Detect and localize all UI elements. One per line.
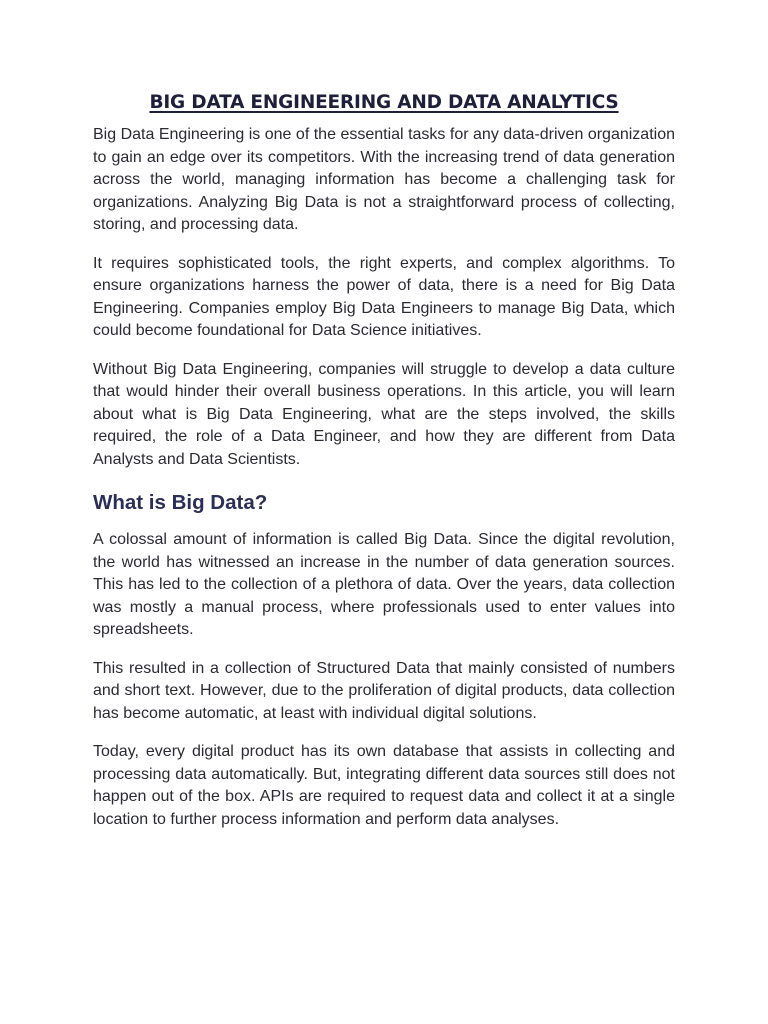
section-paragraph-1: A colossal amount of information is called Big Data. Since the digital revolution, the world has witnessed an increase in the number of data generation sources. This has led to the collection of a plethora of data. Over the years, data collection was mostly a manual process, where professionals used to enter values into spreadsheets. <box>93 531 675 638</box>
section-paragraph-2: This resulted in a collection of Structured Data that mainly consisted of numbers and short text. However, due to the proliferation of digital products, data collection has become automatic, at least with individual digital solutions. <box>93 659 675 722</box>
section-heading: What is Big Data? <box>93 491 268 514</box>
intro-paragraph-1: Big Data Engineering is one of the essential tasks for any data-driven organization to gain an edge over its competitors. With the increasing trend of data generation across the world, managing information has become a challenging task for organizations. Analyzing Big Data is not a straightforward process of collecting, storing, and processing data. <box>93 126 675 233</box>
section-paragraph-3: Today, every digital product has its own database that assists in collecting and processing data automatically. But, integrating different data sources still does not happen out of the box. APIs are required to request data and collect it at a single location to further process information and perform data analyses. <box>93 743 675 828</box>
intro-paragraph-3: Without Big Data Engineering, companies will struggle to develop a data culture that would hinder their overall business operations. In this article, you will learn about what is Big Data Engineering, what are the steps involved, the skills required, the role of a Data Engineer, and how they are different from Data Analysts and Data Scientists. <box>93 360 675 468</box>
document-title: BIG DATA ENGINEERING AND DATA ANALYTICS <box>149 92 619 113</box>
intro-paragraph-2: It requires sophisticated tools, the right experts, and complex algorithms. To ensure organizations harness the power of data, there is a need for Big Data Engineering. Companies employ Big Data Engineers to manage Big Data, which could become foundational for Data Science initiatives. <box>93 254 675 339</box>
